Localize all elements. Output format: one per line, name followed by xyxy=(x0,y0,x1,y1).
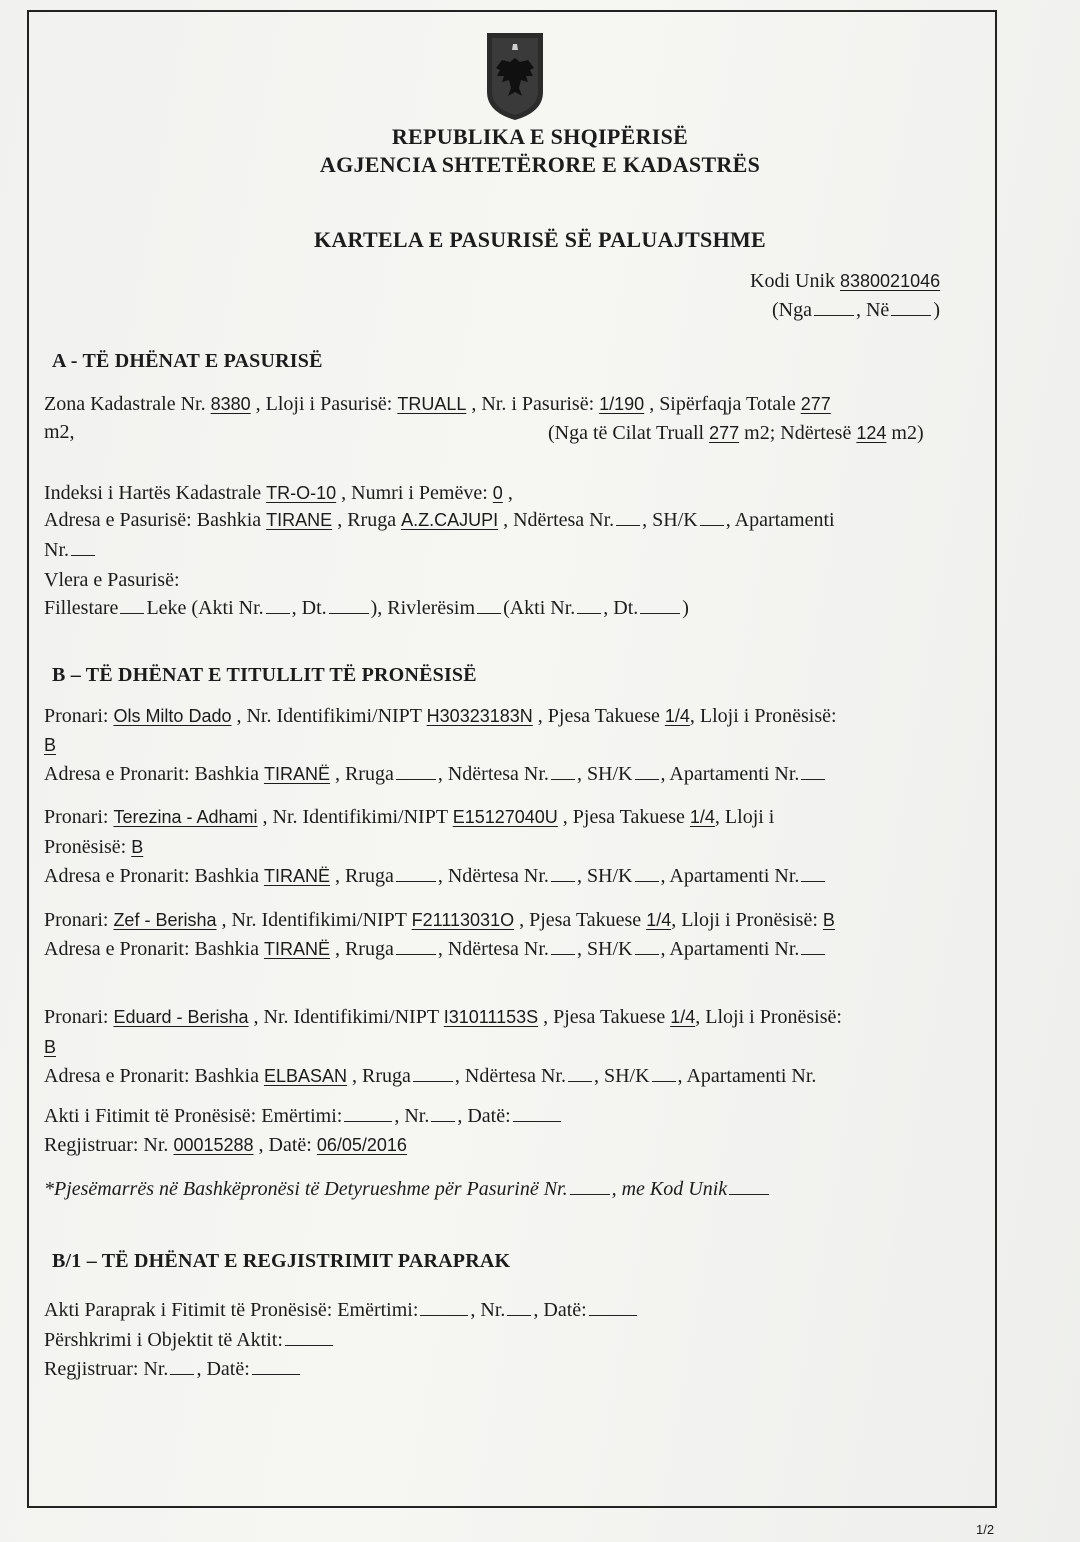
apartamenti-label: , Apartamenti xyxy=(725,509,835,531)
owner-1-address xyxy=(44,762,827,786)
siperfaqja-label: , Sipërfaqja Totale xyxy=(649,393,796,415)
owner-bashkia: TIRANË xyxy=(263,764,330,784)
owner-4-address xyxy=(44,1064,816,1088)
section-a-heading: A - TË DHËNAT E PASURISË xyxy=(52,350,323,372)
pjesemarres-line xyxy=(44,1177,771,1201)
owner-lloji: B xyxy=(822,910,835,930)
ndertesa-label: , Ndërtesa Nr. xyxy=(437,763,549,785)
ndertese-label: m2; Ndërtesë xyxy=(744,422,852,444)
truall-ndertese-line xyxy=(548,421,924,445)
apartamenti-label: , Apartamenti Nr. xyxy=(660,938,800,960)
kodi-unik-label: Kodi Unik xyxy=(750,270,835,292)
owner-nipt: F21113031O xyxy=(411,910,515,930)
comma: , xyxy=(507,482,513,504)
owner-pjesa: 1/4 xyxy=(646,910,672,930)
date-label: , Datë: xyxy=(258,1134,312,1156)
owner-3-line xyxy=(44,908,835,932)
lloji-label: , Lloji i xyxy=(714,806,775,828)
fillestare-label: Fillestare xyxy=(44,597,119,619)
akti-nr-label: (Akti Nr. xyxy=(503,597,576,619)
unit-m2: m2, xyxy=(44,421,75,443)
rruga-label: , Rruga xyxy=(337,509,397,531)
rruga-label: , Rruga xyxy=(334,938,394,960)
fillestare-line xyxy=(44,596,689,620)
lloji-label: , Lloji i Pronësisë: xyxy=(695,1006,842,1028)
pemet-label: , Numri i Pemëve: xyxy=(341,482,488,504)
owner-nipt: E15127040U xyxy=(452,807,558,827)
regjistruar-label: Regjistruar: Nr. xyxy=(44,1358,169,1380)
owner-nipt: I31011153S xyxy=(443,1007,539,1027)
pjesemarres-label: *Pjesëmarrës në Bashkëpronësi të Detyrueshme për Pasurinë Nr. xyxy=(44,1178,568,1200)
owner-name: Ols Milto Dado xyxy=(113,706,232,726)
pronari-label: Pronari: xyxy=(44,806,109,828)
pemet-value: 0 xyxy=(492,483,503,503)
nr-label: , Nr. xyxy=(470,1299,506,1321)
owner-name: Zef - Berisha xyxy=(113,910,217,930)
ndertesa-label: , Ndërtesa Nr. xyxy=(437,865,549,887)
owner-bashkia: ELBASAN xyxy=(263,1066,347,1086)
apartamenti-nr-line xyxy=(44,538,97,562)
owner-lloji: B xyxy=(44,1037,57,1057)
dt-label: , Dt. xyxy=(291,597,327,619)
owner-1-lloji xyxy=(44,733,56,757)
nipt-label: , Nr. Identifikimi/NIPT xyxy=(262,806,448,828)
kodi-unik-line xyxy=(750,269,940,293)
indeksi-label: Indeksi i Hartës Kadastrale xyxy=(44,482,262,504)
rruga-label: , Rruga xyxy=(334,865,394,887)
rivleresim-label: ), Rivlerësim xyxy=(370,597,476,619)
shk-label: , SH/K xyxy=(593,1065,650,1087)
close-paren: ) xyxy=(682,597,689,619)
leke-label: Leke (Akti Nr. xyxy=(146,597,264,619)
akti-paraprak-line xyxy=(44,1298,639,1322)
nipt-label: , Nr. Identifikimi/NIPT xyxy=(221,909,407,931)
close-paren: ) xyxy=(933,299,940,321)
pjesa-label: , Pjesa Takuese xyxy=(519,909,642,931)
zona-value: 8380 xyxy=(210,394,251,414)
albanian-eagle-emblem-icon xyxy=(484,30,546,122)
owner-2-address xyxy=(44,864,827,888)
nga-ne-line xyxy=(772,298,940,322)
dt-label-2: , Dt. xyxy=(603,597,639,619)
siperfaqja-value: 277 xyxy=(800,394,831,414)
kod-unik-label: , me Kod Unik xyxy=(611,1178,728,1200)
owner-2-line xyxy=(44,805,774,829)
document-title: KARTELA E PASURISË SË PALUAJTSHME xyxy=(313,227,767,252)
adresa-pasurise-line xyxy=(44,508,835,532)
section-b1-heading: B/1 – TË DHËNAT E REGJISTRIMIT PARAPRAK xyxy=(52,1250,511,1272)
owner-bashkia: TIRANË xyxy=(263,866,330,886)
owner-nipt: H30323183N xyxy=(426,706,533,726)
date-label: , Datë: xyxy=(196,1358,250,1380)
zona-label: Zona Kadastrale Nr. xyxy=(44,393,206,415)
ndertese-value: 124 xyxy=(856,423,887,443)
owner-3-address xyxy=(44,937,827,961)
page-number: 1/2 xyxy=(976,1522,995,1537)
pronari-label: Pronari: xyxy=(44,909,109,931)
truall-value: 277 xyxy=(709,423,740,443)
owner-lloji: B xyxy=(131,837,144,857)
owner-pjesa: 1/4 xyxy=(670,1007,696,1027)
regjistruar-line xyxy=(44,1133,407,1157)
nr-label: Nr. xyxy=(44,539,69,561)
date-label: , Datë: xyxy=(457,1105,511,1127)
date-label: , Datë: xyxy=(533,1299,587,1321)
b1-regjistruar-line xyxy=(44,1357,302,1381)
owner-4-line xyxy=(44,1005,842,1029)
nga-cilat-label: (Nga të Cilat Truall xyxy=(548,422,705,444)
owner-pjesa: 1/4 xyxy=(664,706,690,726)
rruga-label: , Rruga xyxy=(352,1065,411,1087)
akti-fitimit-line xyxy=(44,1104,563,1128)
nipt-label: , Nr. Identifikimi/NIPT xyxy=(253,1006,439,1028)
ne-label: , Në xyxy=(855,299,890,321)
shk-label: , SH/K xyxy=(576,763,633,785)
adresa-label: Adresa e Pasurisë: Bashkia xyxy=(44,509,262,531)
apartamenti-label: , Apartamenti Nr. xyxy=(660,865,800,887)
adresa-label: Adresa e Pronarit: Bashkia xyxy=(44,763,259,785)
shk-label: , SH/K xyxy=(642,509,698,531)
owner-name: Eduard - Berisha xyxy=(113,1007,249,1027)
kodi-unik-value: 8380021046 xyxy=(840,271,941,291)
zona-line xyxy=(44,392,831,416)
rruga-value: A.Z.CAJUPI xyxy=(401,510,499,530)
regjistruar-label: Regjistruar: Nr. xyxy=(44,1134,169,1156)
section-b-heading: B – TË DHËNAT E TITULLIT TË PRONËSISË xyxy=(52,664,477,686)
shk-label: , SH/K xyxy=(576,865,633,887)
nr-pasurise-label: , Nr. i Pasurisë: xyxy=(471,393,595,415)
regjistruar-date: 06/05/2016 xyxy=(316,1135,407,1155)
adresa-label: Adresa e Pronarit: Bashkia xyxy=(44,1065,259,1087)
pjesa-label: , Pjesa Takuese xyxy=(562,806,685,828)
republic-title: REPUBLIKA E SHQIPËRISË xyxy=(391,124,689,149)
agency-title: AGJENCIA SHTETËRORE E KADASTRËS xyxy=(319,152,761,177)
lloji-label: , Lloji i Pronësisë: xyxy=(671,909,818,931)
pjesa-label: , Pjesa Takuese xyxy=(543,1006,666,1028)
lloji-value: TRUALL xyxy=(397,394,467,414)
pershkrimi-label: Përshkrimi i Objektit të Aktit: xyxy=(44,1329,283,1351)
akti-label: Akti i Fitimit të Pronësisë: Emërtimi: xyxy=(44,1105,343,1127)
indeksi-value: TR-O-10 xyxy=(266,483,337,503)
ndertesa-label: , Ndërtesa Nr. xyxy=(454,1065,566,1087)
nga-label: (Nga xyxy=(772,299,812,321)
owner-pjesa: 1/4 xyxy=(689,807,715,827)
owner-lloji: B xyxy=(44,735,57,755)
bashkia-value: TIRANE xyxy=(266,510,333,530)
nr-pasurise-value: 1/190 xyxy=(599,394,645,414)
owner-name: Terezina - Adhami xyxy=(113,807,258,827)
shk-label: , SH/K xyxy=(576,938,633,960)
owner-1-line xyxy=(44,704,837,728)
owner-2-lloji xyxy=(44,835,143,859)
rruga-label: , Rruga xyxy=(334,763,394,785)
nipt-label: , Nr. Identifikimi/NIPT xyxy=(236,705,422,727)
adresa-label: Adresa e Pronarit: Bashkia xyxy=(44,865,259,887)
pronari-label: Pronari: xyxy=(44,1006,109,1028)
owner-4-lloji xyxy=(44,1035,56,1059)
ndertese-unit: m2) xyxy=(891,422,924,444)
adresa-label: Adresa e Pronarit: Bashkia xyxy=(44,938,259,960)
regjistruar-nr: 00015288 xyxy=(173,1135,254,1155)
apartamenti-label: , Apartamenti Nr. xyxy=(660,763,800,785)
pjesa-label: , Pjesa Takuese xyxy=(537,705,660,727)
pronari-label: Pronari: xyxy=(44,705,109,727)
indeksi-line xyxy=(44,481,513,505)
akti-paraprak-label: Akti Paraprak i Fitimit të Pronësisë: Emërtimi: xyxy=(44,1299,419,1321)
ndertesa-label: , Ndërtesa Nr. xyxy=(503,509,615,531)
pershkrimi-line xyxy=(44,1328,335,1352)
lloji-label: , Lloji i Pronësisë: xyxy=(689,705,837,727)
vlera-label: Vlera e Pasurisë: xyxy=(44,569,180,591)
pronesise-label: Pronësisë: xyxy=(44,836,127,858)
apartamenti-label: , Apartamenti Nr. xyxy=(677,1065,817,1087)
ndertesa-label: , Ndërtesa Nr. xyxy=(437,938,549,960)
owner-bashkia: TIRANË xyxy=(263,939,330,959)
lloji-label: , Lloji i Pasurisë: xyxy=(255,393,393,415)
nr-label: , Nr. xyxy=(394,1105,430,1127)
